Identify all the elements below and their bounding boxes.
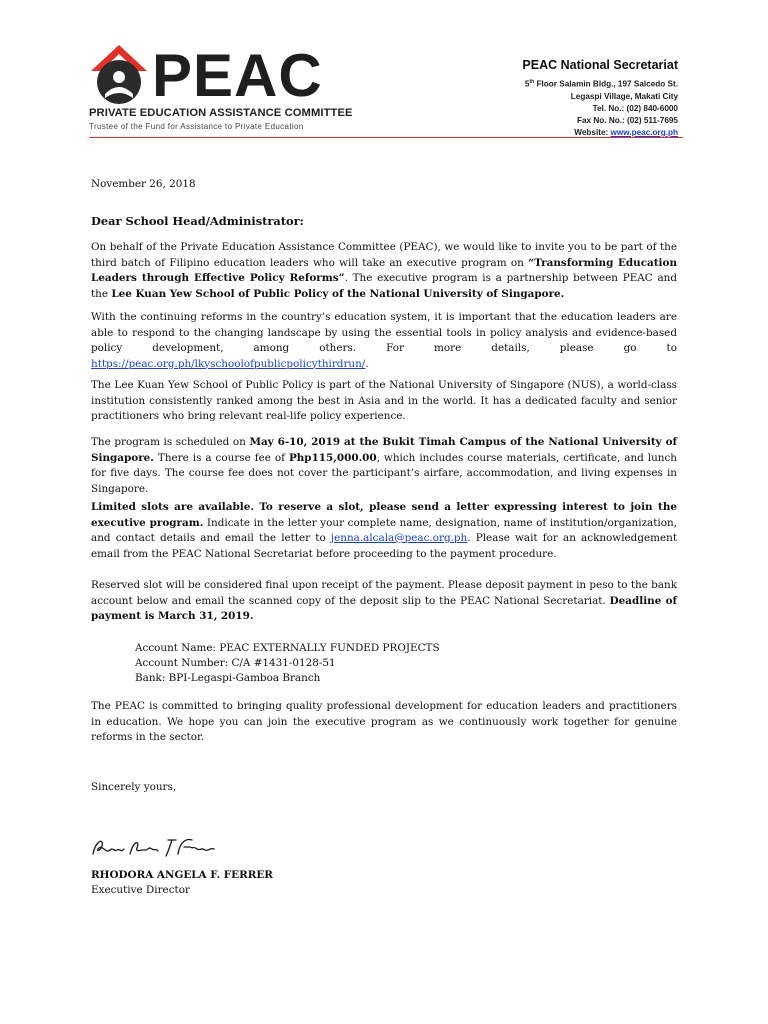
paragraph-reservation: Limited slots are available. To reserve a slot, please send a letter expressing interest to join the executive program. Indicate in the letter your complete name, designation, name of institution/organization, and contact details and email the letter to jenna.alcala@peac.org.ph. Please wait for an acknowledgement email from the PEAC National Secretariat before proceeding to the payment procedure.	[91, 501, 677, 560]
bank-account-name: Account Name: PEAC EXTERNALLY FUNDED PROJECTS	[135, 642, 440, 654]
contact-email-link[interactable]: jenna.alcala@peac.org.ph	[330, 532, 468, 544]
fax: Fax No. No.: (02) 511-7695	[576, 115, 678, 125]
greeting: Dear School Head/Administrator:	[91, 214, 304, 228]
paragraph-reforms: With the continuing reforms in the country’s education system, it is important that the education leaders are able to respond to the changing landscape by using the essential tools in policy analysis and evidence-based policy development, among others. For more details, please go to https://peac.org.ph/lkyschoolofpublicpolicythirdrun/.	[91, 311, 677, 370]
signer-title: Executive Director	[91, 884, 190, 896]
paragraph-payment: Reserved slot will be considered final upon receipt of the payment. Please deposit payment in peso to the bank account below and email the scanned copy of the deposit slip to the PEAC National Secretariat. Deadline of payment is March 31, 2019.	[91, 579, 677, 622]
paragraph-invitation: On behalf of the Private Education Assistance Committee (PEAC), we would like to invite you to be part of the third batch of Filipino education leaders who will take an executive program on “Transforming Education Leaders through Effective Policy Reforms”. The executive program is a partnership between PEAC and the Lee Kuan Yew School of Public Policy of the National University of Singapore.	[91, 241, 677, 300]
closing: Sincerely yours,	[91, 781, 177, 793]
secretariat-contact-block	[522, 58, 678, 139]
paragraph-commitment: The PEAC is committed to bringing quality professional development for education leaders and practitioners in education. We hope you can join the executive program as we continuously work together for genuine reforms in the sector.	[91, 700, 677, 743]
org-full-name: PRIVATE EDUCATION ASSISTANCE COMMITTEE	[89, 107, 353, 119]
letter-date: November 26, 2018	[91, 178, 196, 190]
signer-name: RHODORA ANGELA F. FERRER	[91, 869, 273, 881]
website-link[interactable]: www.peac.org.ph	[610, 127, 678, 137]
website-line: Website: www.peac.org.ph	[574, 127, 678, 137]
telephone: Tel. No.: (02) 840-6000	[592, 103, 678, 113]
bank-account-number: Account Number: C/A #1431-0128-51	[135, 657, 336, 669]
program-details-link[interactable]: https://peac.org.ph/lkyschoolofpublicpolicythirdrun/	[91, 357, 366, 370]
peac-logo-icon	[87, 44, 151, 106]
paragraph-school-info: The Lee Kuan Yew School of Public Policy is part of the National University of Singapore (NUS), a world-class institution consistently ranked among the best in Asia and in the world. It has a dedicated faculty and senior practitioners who bring relevant real-life policy experience.	[91, 379, 677, 422]
header-divider	[89, 137, 683, 138]
logo-wordmark: PEAC	[152, 42, 323, 109]
paragraph-schedule: The program is scheduled on May 6-10, 2019 at the Bukit Timah Campus of the National University of Singapore. There is a course fee of Php115,000.00, which includes course materials, certificate, and lunch for five days. The course fee does not cover the participant’s airfare, accommodation, and living expenses in Singapore.	[91, 436, 677, 495]
address-line-1: 5th Floor Salamin Bldg., 197 Salcedo St.	[524, 79, 678, 89]
org-tagline: Trustee of the Fund for Assistance to Private Education	[89, 122, 304, 131]
secretariat-title: PEAC National Secretariat	[522, 58, 678, 72]
address-line-2: Legaspi Village, Makati City	[570, 91, 678, 101]
bank-branch: Bank: BPI-Legaspi-Gamboa Branch	[135, 672, 321, 684]
signature-image	[90, 832, 220, 862]
